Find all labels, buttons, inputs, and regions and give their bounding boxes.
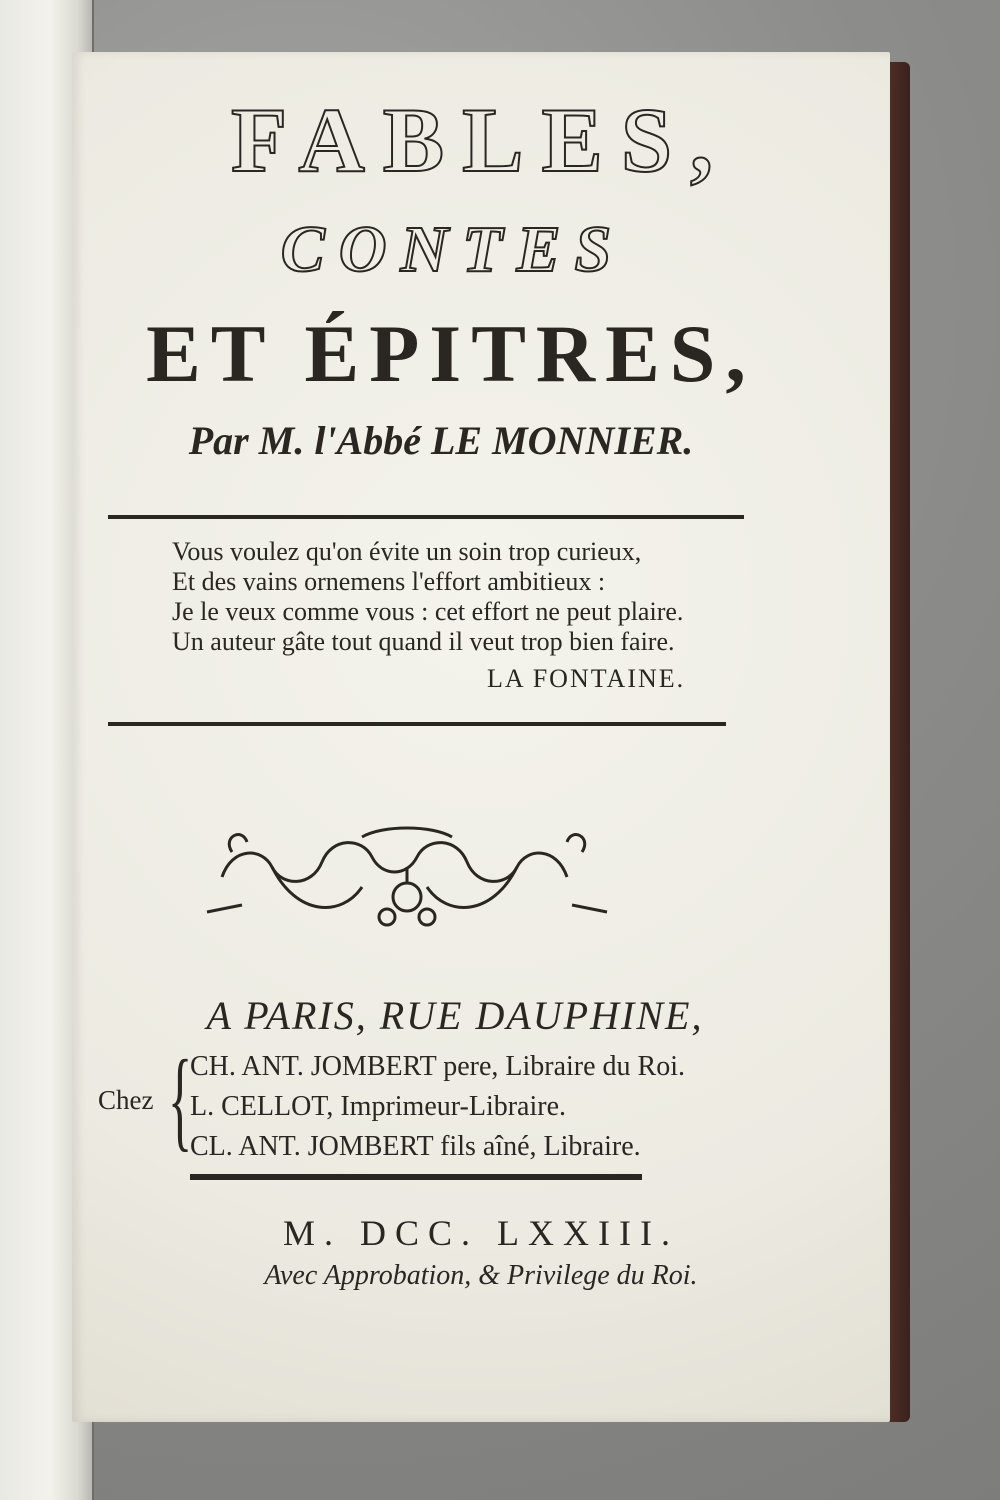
imprint-city: A PARIS, RUE DAUPHINE, [206,993,704,1038]
divider-middle [108,722,726,726]
publication-date: M. DCC. LXXIII. [283,1213,679,1253]
epigraph-line: Et des vains ornemens l'effort ambitieux : [172,567,606,596]
epigraph [172,537,683,657]
epigraph-attribution: LA FONTAINE. [487,664,686,693]
divider-top [108,515,744,519]
title-line-3: ET ÉPITRES, [146,308,756,399]
brace-icon: { [168,1038,193,1162]
privilege-line: Avec Approbation, & Privilege du Roi. [264,1260,698,1291]
publisher-line: CH. ANT. JOMBERT pere, Libraire du Roi. [190,1051,686,1082]
title-line-2: CONTES [280,213,626,286]
epigraph-line: Vous voulez qu'on évite un soin trop curieux, [172,537,642,566]
author-line: Par M. l'Abbé LE MONNIER. [188,418,694,463]
title-line-1: FABLES, [230,89,732,191]
epigraph-line: Un auteur gâte tout quand il veut trop bien faire. [172,627,675,656]
imprint-chez: Chez [98,1085,154,1115]
publishers-list [190,1047,685,1167]
title-page [72,52,890,1422]
publisher-line: L. CELLOT, Imprimeur-Libraire. [190,1091,567,1122]
divider-bottom [190,1174,642,1180]
ornament-ribbon-icon [202,817,612,937]
publisher-line: CL. ANT. JOMBERT fils aîné, Libraire. [190,1131,641,1162]
epigraph-line: Je le veux comme vous : cet effort ne peut plaire. [172,597,684,626]
